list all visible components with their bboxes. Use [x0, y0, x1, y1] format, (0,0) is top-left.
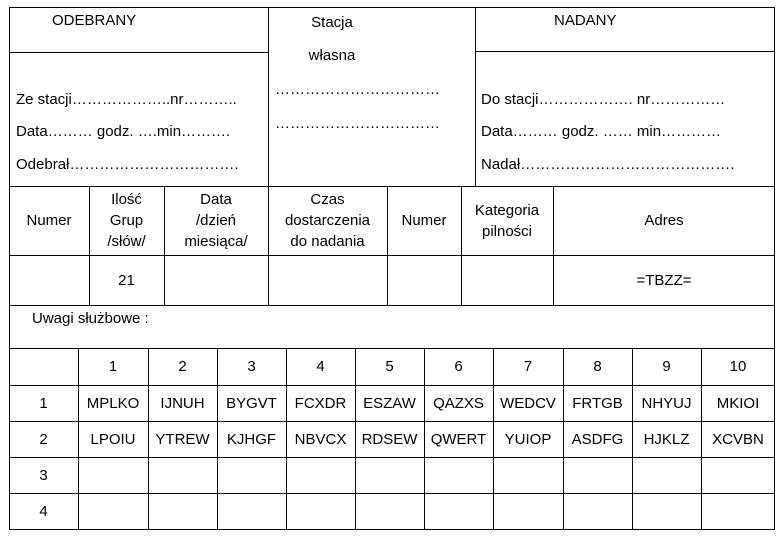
grid-cell[interactable]	[355, 493, 424, 530]
grid-col-header: 7	[523, 358, 533, 375]
col-header-numer-2-label: Numer	[401, 212, 447, 229]
col-header-kategoria-line2: pilności	[481, 222, 533, 240]
station-title-2: własna	[308, 47, 356, 64]
grid-cell[interactable]	[148, 493, 217, 530]
grid-col-header: 4	[316, 358, 325, 375]
grid-cell[interactable]: ESZAW	[363, 394, 416, 412]
grid-cell[interactable]	[424, 457, 493, 493]
grid-cell[interactable]: WEDCV	[500, 394, 556, 412]
sent-by-field[interactable]: Nadał…………………………………….	[481, 156, 735, 173]
grid-cell[interactable]	[493, 493, 563, 530]
grid-cell[interactable]: NHYUJ	[641, 394, 692, 412]
grid-cell[interactable]	[217, 457, 286, 493]
grid-cell[interactable]: QAZXS	[433, 394, 484, 412]
col-header-numer-2	[387, 186, 461, 255]
grid-cell[interactable]	[286, 457, 355, 493]
grid-cell[interactable]: LPOIU	[90, 430, 136, 448]
col-header-ilosc-line3: /słów/	[107, 233, 146, 250]
col-header-data	[164, 186, 268, 255]
grid-cell[interactable]	[632, 493, 701, 530]
grid-col-header: 3	[247, 358, 256, 375]
grid-row-header: 3	[39, 466, 48, 484]
to-station-field[interactable]: Do stacji………………. nr……………	[481, 91, 726, 108]
col-header-ilosc-line1: Ilość	[111, 191, 142, 208]
remarks-label: Uwagi służbowe :	[32, 310, 149, 327]
grid-cell[interactable]: FRTGB	[572, 394, 623, 412]
grid-cell[interactable]	[701, 493, 775, 530]
grid-cell[interactable]	[217, 493, 286, 530]
grid-row-header: 2	[39, 430, 48, 448]
divider	[475, 51, 775, 52]
grid-cell[interactable]	[78, 457, 148, 493]
grid-col-header: 6	[454, 358, 463, 375]
received-by-field[interactable]: Odebrał…………………………….	[16, 156, 239, 173]
grid-col-header: 10	[729, 358, 747, 375]
grid-cell[interactable]: YUIOP	[504, 430, 552, 448]
grid-cell[interactable]	[563, 457, 632, 493]
grid-cell[interactable]: QWERT	[430, 430, 487, 448]
station-dots-2: ……………………………	[275, 115, 440, 132]
grid-cell[interactable]	[563, 493, 632, 530]
address-value[interactable]: =TBZZ=	[636, 271, 692, 289]
divider	[9, 52, 269, 53]
grid-cell[interactable]: RDSEW	[361, 430, 418, 448]
grid-col-header: 9	[662, 358, 671, 375]
station-dots-1: ……………………………	[275, 81, 440, 98]
from-station-field[interactable]: Ze stacji………………..nr………..	[16, 91, 237, 108]
col-header-data-line2: /dzień	[195, 212, 237, 229]
col-header-czas-line1: Czas	[310, 191, 345, 208]
grid-cell[interactable]: HJKLZ	[643, 430, 690, 448]
sent-title: NADANY	[554, 12, 617, 29]
col-header-data-line3: miesiąca/	[184, 233, 248, 250]
grid-col-header: 8	[593, 358, 602, 375]
received-datetime-field[interactable]: Data……… godz. ….min……….	[16, 123, 231, 140]
col-header-adres-label: Adres	[644, 212, 684, 229]
grid-cell[interactable]	[148, 457, 217, 493]
divider	[475, 7, 476, 187]
col-header-kategoria	[461, 186, 553, 255]
col-header-numer-label: Numer	[26, 212, 72, 229]
groups-value[interactable]: 21	[118, 271, 135, 289]
grid-cell[interactable]	[493, 457, 563, 493]
col-header-numer	[9, 186, 89, 255]
grid-cell[interactable]: KJHGF	[226, 430, 277, 448]
grid-row-header: 1	[39, 394, 48, 412]
col-header-adres	[553, 186, 775, 255]
station-title: Stacja	[311, 14, 353, 31]
grid-cell[interactable]: MKIOI	[716, 394, 760, 412]
col-header-czas-line2: dostarczenia	[284, 212, 371, 229]
grid-col-header: 1	[108, 358, 118, 375]
col-header-czas	[268, 186, 387, 255]
col-header-ilosc-line2: Grup	[109, 212, 144, 229]
col-header-data-line1: Data	[200, 191, 232, 208]
grid-cell[interactable]: MPLKO	[86, 394, 140, 412]
grid-cell[interactable]	[355, 457, 424, 493]
grid-col-header: 5	[385, 358, 394, 375]
grid-cell[interactable]	[632, 457, 701, 493]
sent-datetime-field[interactable]: Data……… godz. …… min…………	[481, 123, 722, 140]
received-title: ODEBRANY	[52, 12, 137, 29]
grid-cell[interactable]: IJNUH	[160, 394, 205, 412]
col-header-kategoria-line1: Kategoria	[474, 201, 540, 219]
grid-cell[interactable]: YTREW	[155, 430, 210, 448]
grid-cell[interactable]	[424, 493, 493, 530]
grid-cell[interactable]	[701, 457, 775, 493]
divider	[9, 305, 775, 306]
grid-row-header: 4	[39, 503, 48, 520]
col-header-czas-line3: do nadania	[290, 233, 365, 250]
grid-cell[interactable]	[286, 493, 355, 530]
col-header-ilosc	[89, 186, 164, 255]
grid-cell[interactable]: XCVBN	[712, 430, 764, 448]
grid-cell[interactable]	[78, 493, 148, 530]
grid-cell[interactable]: ASDFG	[571, 430, 624, 448]
grid-cell[interactable]: FCXDR	[294, 394, 347, 412]
grid-col-header: 2	[178, 358, 187, 375]
grid-cell[interactable]: NBVCX	[294, 430, 347, 448]
grid-cell[interactable]: BYGVT	[226, 394, 277, 412]
